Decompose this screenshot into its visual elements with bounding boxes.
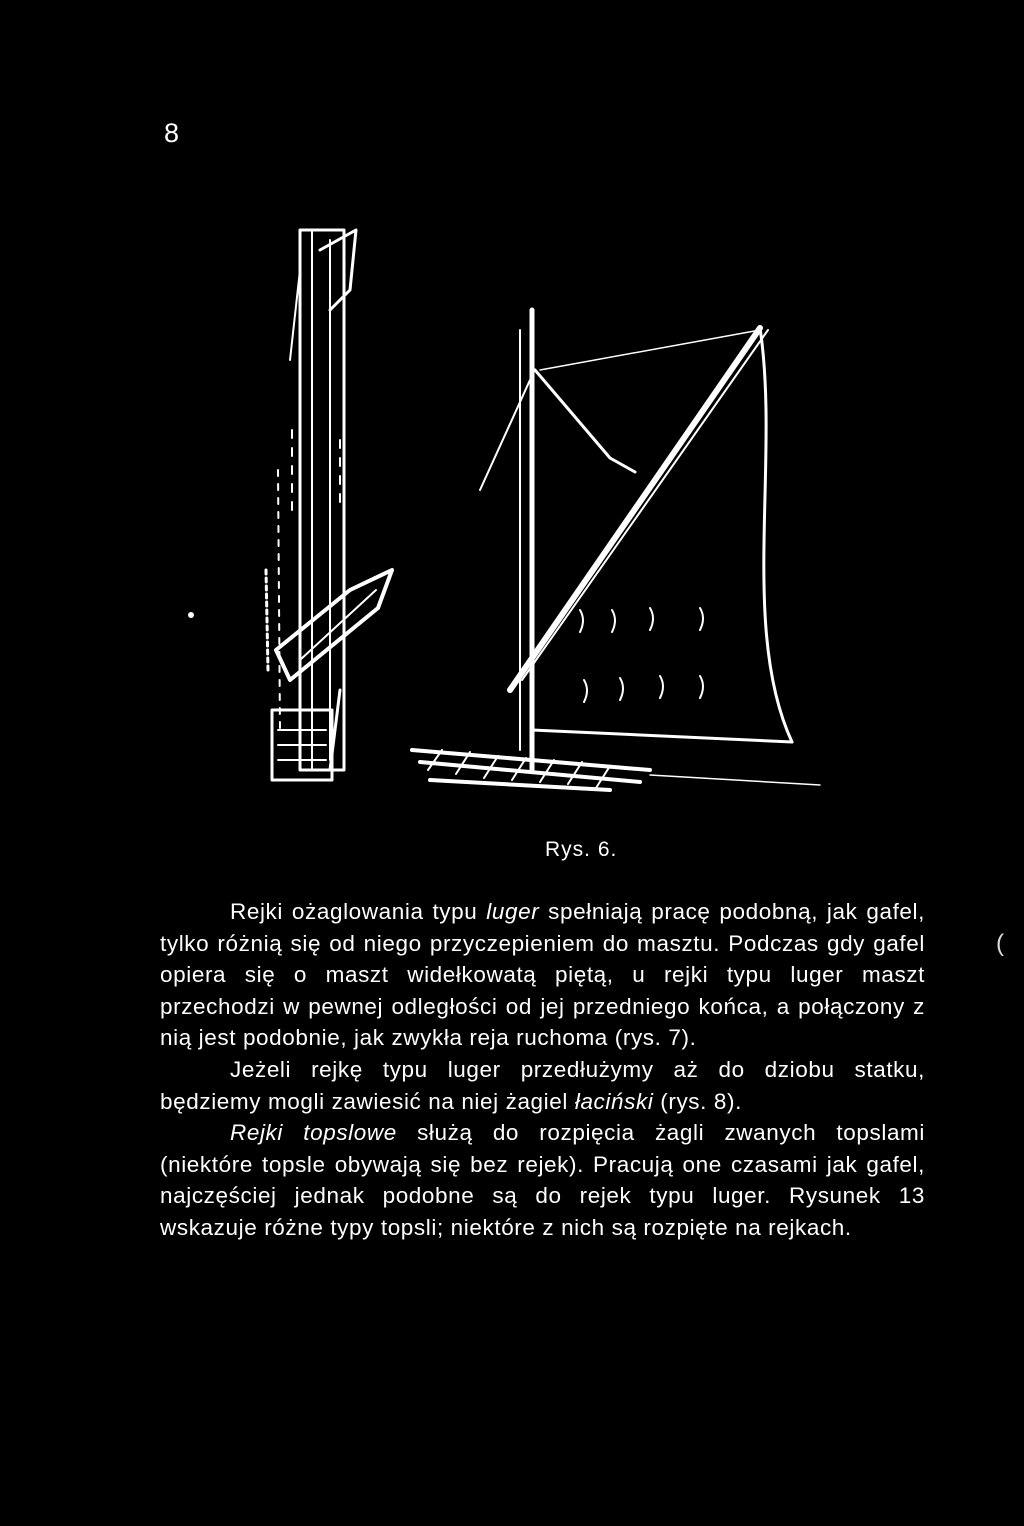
paragraph-lacinski	[160, 1054, 925, 1117]
italic-term: łaciński	[574, 1088, 654, 1114]
figure-stray-dot	[188, 612, 194, 618]
lug-sail-sketch	[412, 310, 820, 790]
figure-rys-6-illustration	[180, 210, 840, 830]
italic-term: luger	[486, 899, 540, 924]
italic-term: Rejki topslowe	[230, 1120, 397, 1146]
mast-gaff-jaw-sketch	[266, 230, 392, 780]
paragraph-topslowe	[160, 1117, 925, 1243]
text-run: Rejki ożaglowania typu	[230, 899, 487, 924]
text-run: (rys. 8).	[653, 1088, 742, 1114]
figure-caption: Rys. 6.	[545, 838, 618, 861]
body-text	[160, 896, 925, 1244]
paragraph-luger	[160, 896, 925, 1054]
margin-mark: (	[996, 930, 1004, 957]
text-run: Jeżeli rejkę typu luger przedłużymy aż do dziobu statku, będziemy mogli zawiesić na niej żagiel	[160, 1056, 925, 1114]
text-run: spełniają pracę podobną, jak gafel, tylko różnią się od niego przyczepieniem do masztu. Podczas gdy gafel opiera się o maszt widełkowatą piętą, u rejki typu luger maszt przechodzi w pewnej odległości od jej przedniego końca, a połączony z nią jest podobnie, jak zwykła reja ruchoma (rys. 7).	[160, 899, 925, 1051]
page-number: 8	[164, 118, 180, 148]
text-run: służą do rozpięcia żagli zwanych topslami (niektóre topsle obywają się bez rejek). Pracują one czasami jak gafel, najczęściej jednak podobne są do rejek typu luger. Rysunek 13 wskazuje różne typy topsli; niektóre z nich są rozpięte na rejkach.	[160, 1120, 925, 1240]
